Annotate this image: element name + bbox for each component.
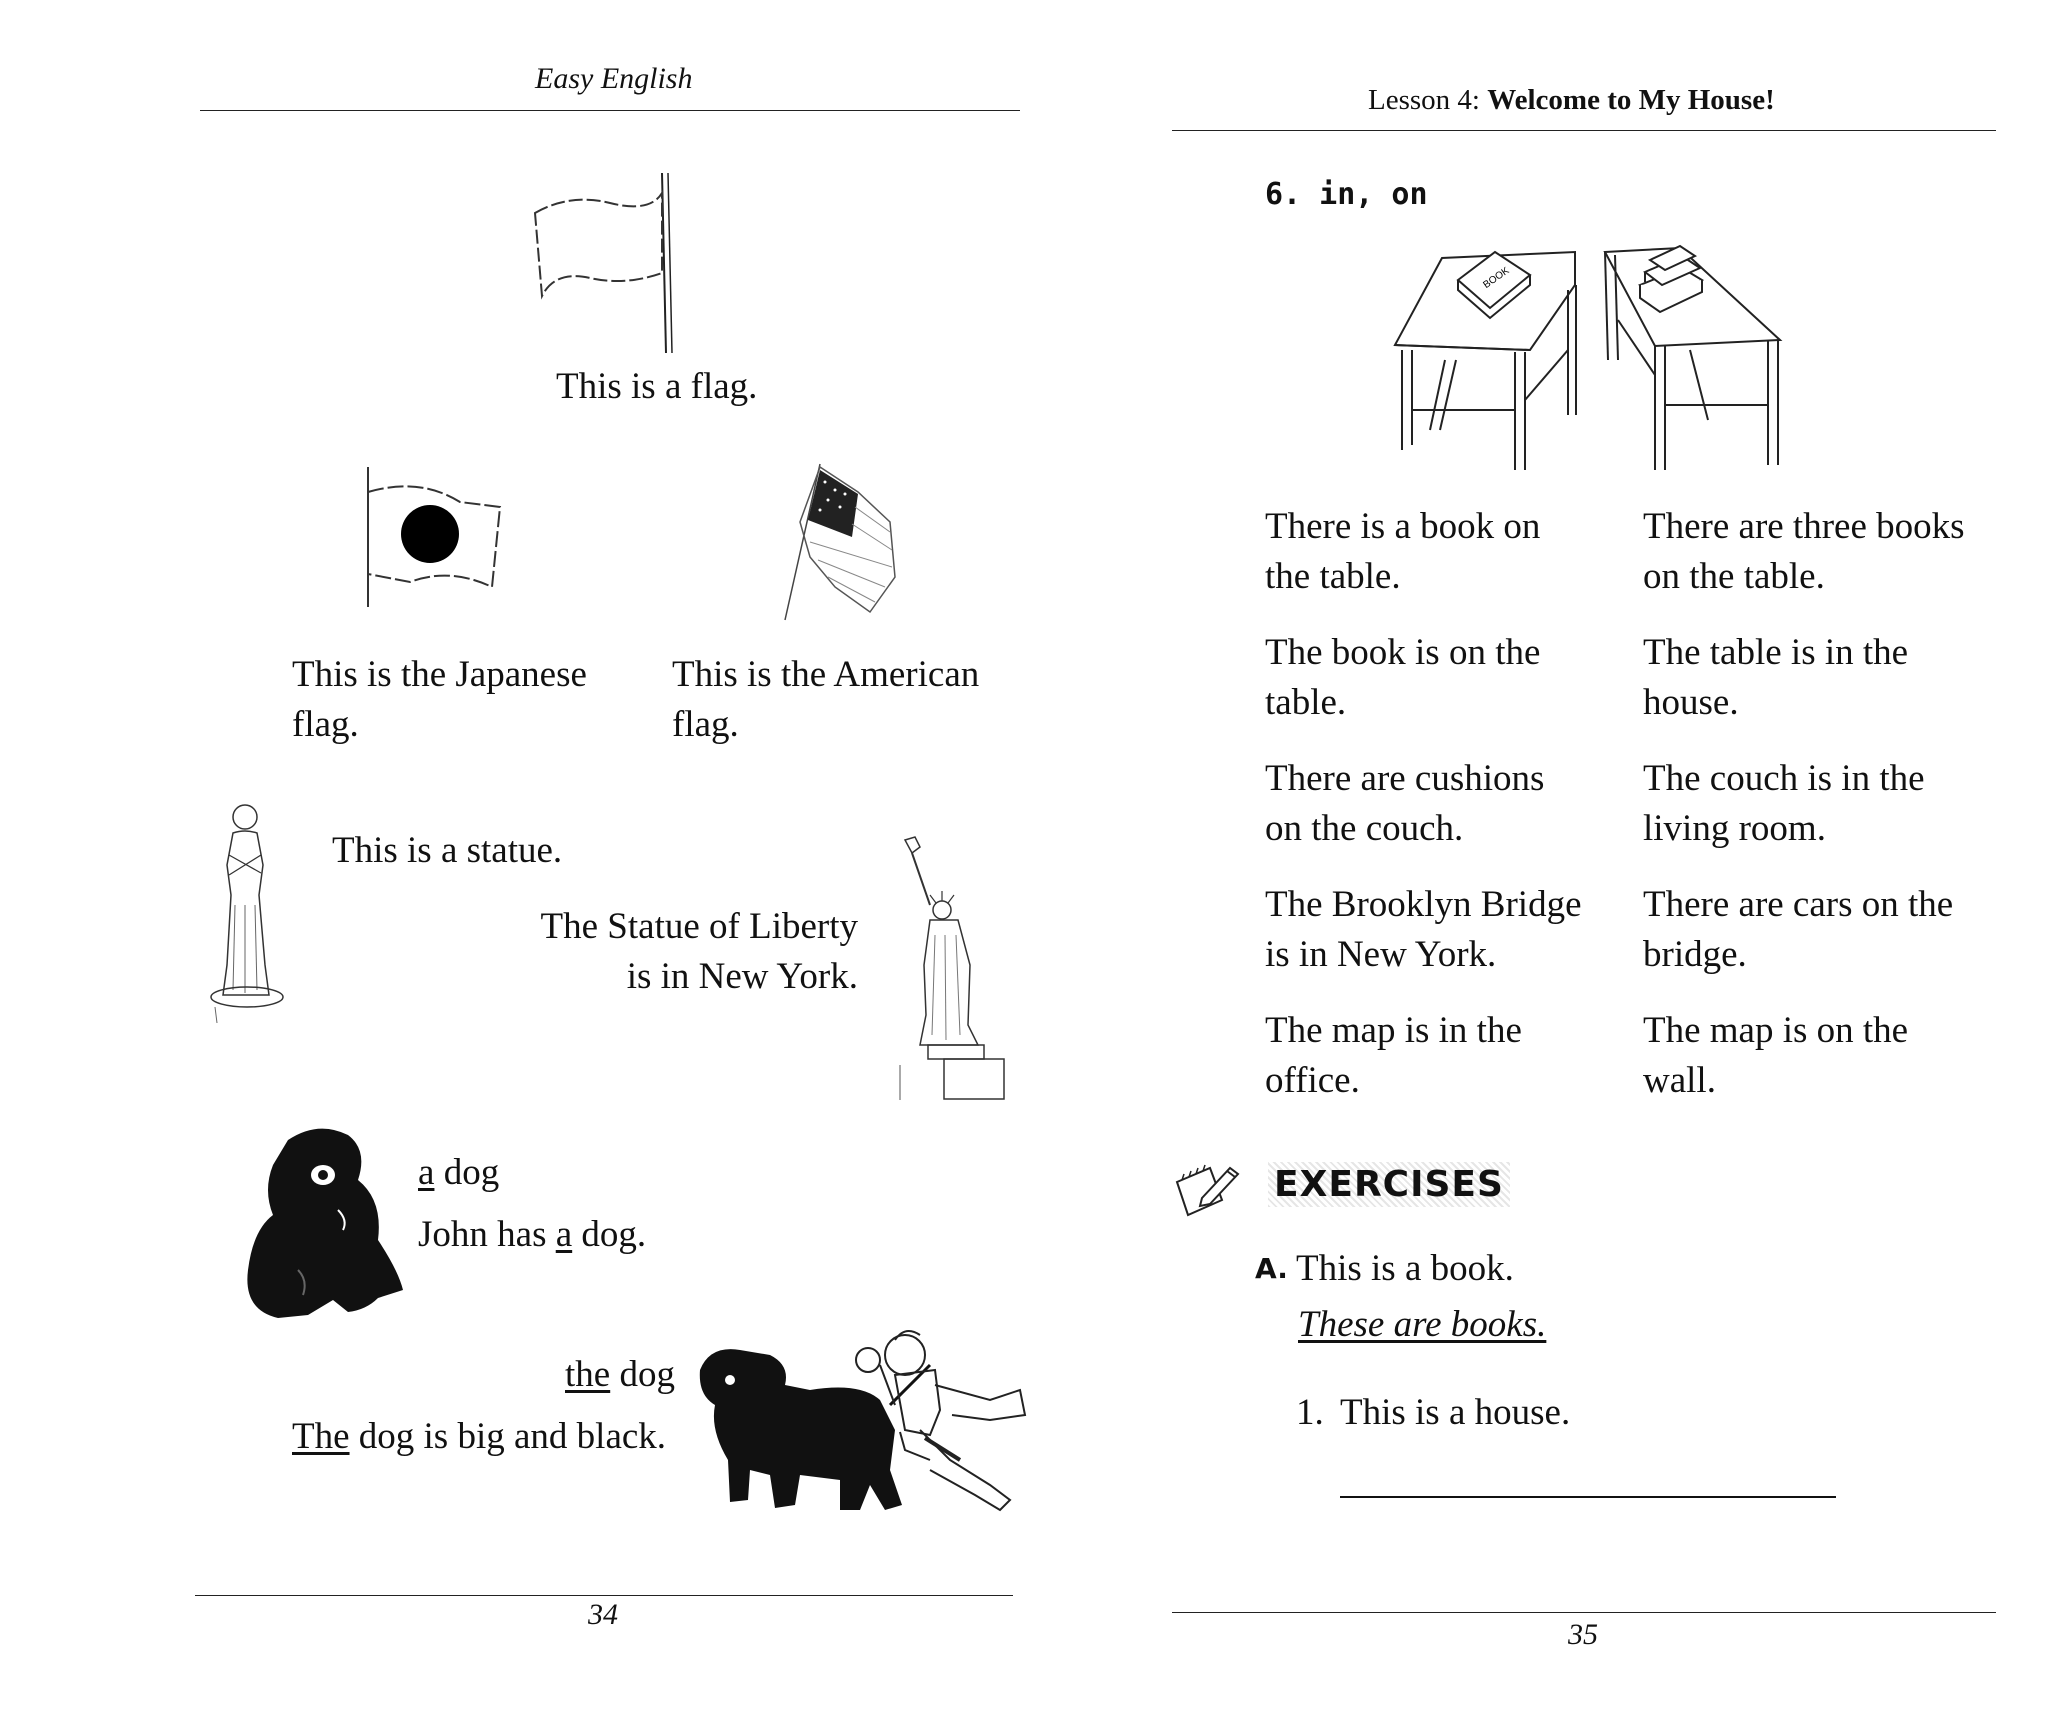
sentence-8: There are cars on the bridge.: [1643, 884, 1954, 975]
liberty-caption: The Statue of Liberty is in New York.: [540, 906, 858, 997]
sentence-4: The table is in the house.: [1643, 632, 1909, 723]
tables-illustration: [1390, 240, 1790, 475]
left-footer-rule: [195, 1595, 1013, 1596]
right-header: Lesson 4: Welcome to My House!: [1368, 84, 1775, 116]
exercise-letter: A.: [1255, 1252, 1288, 1285]
exercises-heading: EXERCISES: [1268, 1162, 1510, 1207]
left-page-number: 34: [588, 1598, 618, 1631]
sentence-5: There are cushions on the couch.: [1265, 758, 1545, 849]
sentence-2: There are three books on the table.: [1643, 506, 1965, 597]
sentence-7: The Brooklyn Bridge is in New York.: [1265, 884, 1582, 975]
sentence-1: There is a book on the table.: [1265, 506, 1541, 597]
statue-caption: This is a statue.: [332, 830, 563, 871]
john-sentence: John has a dog.: [418, 1214, 647, 1255]
section-heading: 6. in, on: [1265, 177, 1428, 212]
japanese-flag-caption: This is the Japanese flag.: [292, 654, 587, 745]
flag-caption: This is a flag.: [556, 366, 758, 407]
right-header-rule: [1172, 130, 1996, 131]
book-label: BOOK: [1481, 265, 1512, 291]
poodle-and-boy-illustration: [690, 1310, 1070, 1530]
a-dog-phrase: a dog: [418, 1152, 500, 1193]
american-flag-caption: This is the American flag.: [672, 654, 980, 745]
american-flag-illustration: [780, 462, 920, 622]
notepad-pencil-icon: [1172, 1160, 1242, 1220]
sentence-3: The book is on the table.: [1265, 632, 1541, 723]
right-footer-rule: [1172, 1612, 1996, 1613]
big-black-sentence: The dog is big and black.: [292, 1416, 667, 1457]
sentence-6: The couch is in the living room.: [1643, 758, 1925, 849]
black-dog-illustration: [238, 1120, 408, 1330]
example-answer: These are books.: [1298, 1304, 1547, 1345]
statue-of-liberty-illustration: [890, 835, 1030, 1105]
sentence-10: The map is on the wall.: [1643, 1010, 1909, 1101]
exercise-item-number: 1.: [1296, 1392, 1324, 1433]
right-page-number: 35: [1568, 1618, 1598, 1651]
left-header: Easy English: [535, 62, 693, 95]
example-prompt: This is a book.: [1296, 1248, 1514, 1289]
the-dog-phrase: the dog: [565, 1354, 675, 1395]
sentence-9: The map is in the office.: [1265, 1010, 1522, 1101]
left-header-rule: [200, 110, 1020, 111]
japanese-flag-illustration: [360, 462, 510, 612]
exercise-item-text: This is a house.: [1340, 1392, 1571, 1433]
flag-illustration: [530, 168, 690, 358]
statue-illustration: [205, 795, 315, 1025]
answer-line[interactable]: [1340, 1496, 1836, 1498]
